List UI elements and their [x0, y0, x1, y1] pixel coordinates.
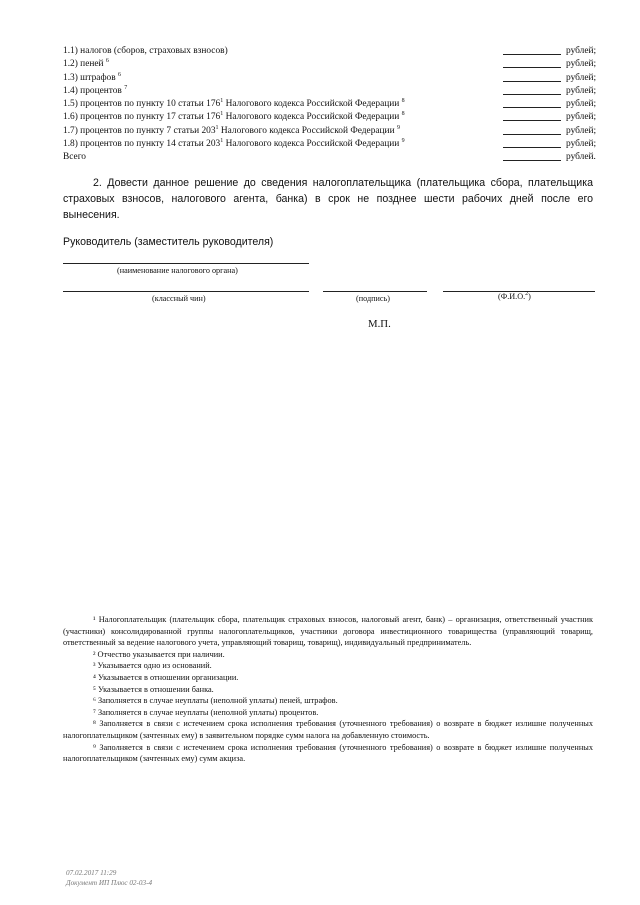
amount-row [63, 151, 603, 164]
amount-label: 1.4) процентов $^7$ [63, 84, 128, 96]
amount-row [63, 138, 603, 151]
amount-blank-field [503, 54, 561, 55]
footnote: ³ Указывается одно из оснований. [93, 661, 212, 671]
currency-unit: рублей; [566, 125, 597, 136]
currency-unit: рублей; [566, 46, 597, 56]
amount-blank-field [503, 81, 561, 82]
amount-row [63, 85, 603, 98]
amount-label: Всего [63, 152, 86, 163]
currency-unit: рублей; [566, 139, 597, 150]
amount-label: 1.3) штрафов $^6$ [63, 71, 121, 83]
stamp-date: 07.02.2017 11:29 [66, 869, 117, 877]
amount-blank-field [503, 147, 561, 148]
currency-unit: рублей; [566, 59, 597, 70]
amount-blank-field [503, 67, 561, 68]
amount-label: 1.2) пеней $^6$ [63, 58, 109, 70]
amount-blank-field [503, 94, 561, 95]
currency-unit: рублей; [566, 85, 597, 96]
paragraph-2: 2. Довести данное решение до сведения налогоплательщика (плательщика сбора, плательщика страховых взносов, налогового агента, банка) в срок не позднее шести рабочих дней после его вынесения. [63, 177, 593, 221]
amount-row [63, 58, 603, 71]
currency-unit: рублей; [566, 112, 597, 123]
org-name-line [63, 263, 309, 264]
org-name-caption: (наименование налогового органа) [117, 266, 238, 275]
amount-label: 1.1) налогов (сборов, страховых взносов) [63, 46, 228, 56]
amount-blank-field [503, 107, 561, 108]
amount-row [63, 45, 603, 58]
currency-unit: рублей; [566, 72, 597, 83]
amount-blank-field [503, 134, 561, 135]
footnote: ⁵ Указывается в отношении банка. [93, 684, 214, 694]
amount-label: 1.7) процентов по пункту 7 статьи $203^1$ Налогового кодекса Российской Федерации $^9$ [63, 124, 400, 136]
footnote: ⁶ Заполняется в случае неуплаты (неполной уплаты) пеней, штрафов. [93, 696, 338, 706]
amount-row [63, 111, 603, 124]
footnotes [63, 614, 593, 765]
fio-caption: (Ф.И.О.$^2$) [498, 291, 531, 301]
seal-placeholder: М.П. [368, 318, 391, 330]
amount-blank-field [503, 160, 561, 161]
amount-label: 1.5) процентов по пункту 10 статьи $176^1$ Налогового кодекса Российской Федерации $^8$ [63, 98, 405, 110]
signatory-heading: Руководитель (заместитель руководителя) [63, 236, 274, 248]
footnote: ⁸ Заполняется в связи с истечением срока исполнения требования (уточненного требования) о возврате в бюджет излишне полученных налогоплательщиком (зачтенных ему) в заявительном порядке сумм налога на добавленную стоимость. [63, 719, 593, 740]
stamp-label: Документ ИП Плюс 02-03-4 [66, 879, 153, 887]
amount-row [63, 98, 603, 111]
footnote: ⁹ Заполняется в связи с истечением срока исполнения требования (уточненного требования) о возврате в бюджет излишне полученных налогоплательщиком (зачтенных ему) сумм акциза. [63, 742, 593, 764]
document-stamp [66, 868, 152, 888]
footnote: ² Отчество указывается при наличии. [93, 649, 225, 659]
amount-blank-field [503, 120, 561, 121]
amount-label: 1.8) процентов по пункту 14 статьи $203^1$ Налогового кодекса Российской Федерации $^9$ [63, 138, 405, 150]
amount-label: 1.6) процентов по пункту 17 статьи $176^1$ Налогового кодекса Российской Федерации $^8$ [63, 111, 405, 123]
footnote: ⁷ Заполняется в случае неуплаты (неполной уплаты) процентов. [93, 707, 319, 717]
signature-line [323, 291, 427, 292]
amount-row [63, 125, 603, 138]
rank-caption: (классный чин) [152, 294, 206, 303]
amounts-list [63, 45, 603, 165]
rank-line [63, 291, 309, 292]
currency-unit: рублей; [566, 99, 597, 110]
currency-unit: рублей. [566, 152, 596, 163]
footnote: ⁴ Указывается в отношении организации. [93, 672, 239, 682]
signature-caption: (подпись) [356, 294, 390, 303]
footnote: ¹ Налогоплательщик (плательщик сбора, плательщик страховых взносов, налоговый агент, банк) – организация, ответственный участник (участники) консолидированной группы налогоплательщиков, участники договора инвестиционного товарищества (управляющий товарищ, ответственный за ведение налогового учета, управляющий товарищ, товарищ), индивидуальный предприниматель. [63, 615, 593, 648]
amount-row [63, 72, 603, 85]
